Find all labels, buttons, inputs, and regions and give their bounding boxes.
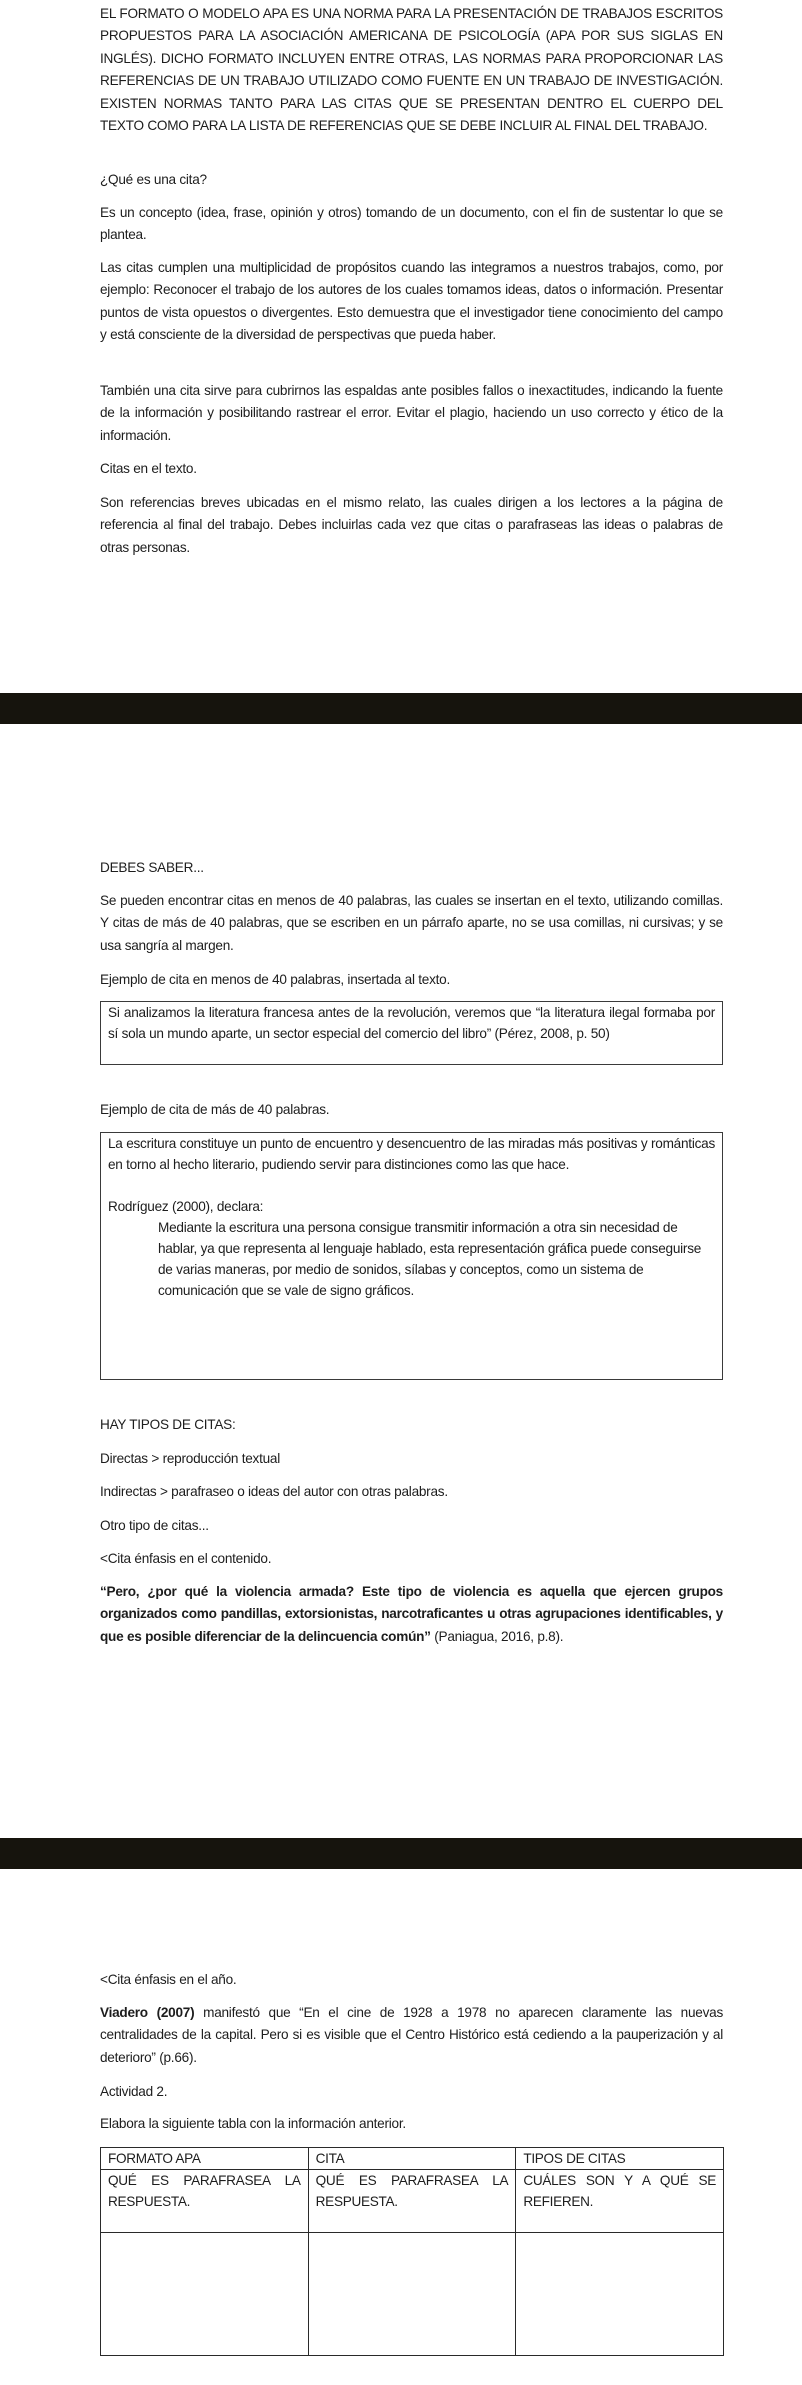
example-box-short-quote [100, 1001, 723, 1065]
paragraph-se-pueden: Se pueden encontrar citas en menos de 40 palabras, las cuales se insertan en el texto, utilizando comillas. Y citas de más de 40 palabras, que se escriben en un párrafo aparte, no se usa comillas, ni cursivas; y se usa sangría al margen. [100, 893, 723, 953]
table-header-cell: CITA [308, 2148, 516, 2170]
heading-actividad: Actividad 2. [100, 2084, 168, 2099]
page-separator [0, 1838, 802, 1869]
label-ejemplo-mas-40: Ejemplo de cita de más de 40 palabras. [100, 1102, 330, 1117]
table-cell: QUÉ ES PARAFRASEA LA RESPUESTA. [101, 2170, 309, 2233]
table-cell: QUÉ ES PARAFRASEA LA RESPUESTA. [308, 2170, 516, 2233]
heading-que-es-cita: ¿Qué es una cita? [100, 172, 207, 187]
label-enfasis-anio: <Cita énfasis en el año. [100, 1972, 237, 1987]
page-separator [0, 693, 802, 724]
table-row-empty [101, 2233, 724, 2356]
paragraph-son-referencias: Son referencias breves ubicadas en el mismo relato, las cuales dirigen a los lectores a la página de referencia al final del trabajo. Debes incluirlas cada vez que citas o parafraseas las ideas o palabras de otras personas. [100, 495, 723, 555]
table-answer-cell[interactable] [101, 2233, 309, 2356]
paragraph-violencia [100, 1581, 723, 1648]
table-header-cell: TIPOS DE CITAS [516, 2148, 724, 2170]
long-quote-intro: La escritura constituye un punto de encuentro y desencuentro de las miradas más positivas y románticas en torno al hecho literario, pudiendo servir para distinciones como las que hace. [108, 1136, 715, 1172]
long-quote-author: Rodríguez (2000), declara: [108, 1199, 264, 1214]
quote-reference: (Paniagua, 2016, p.8). [430, 1628, 564, 1644]
table-header-row [101, 2148, 724, 2170]
heading-otro-tipo: Otro tipo de citas... [100, 1518, 209, 1533]
bold-quote: “Pero, ¿por qué la violencia armada? Este tipo de violencia es aquella que ejercen grupos organizados como pandillas, extorsionistas, narcotraficantes u otras agrupaciones identificables, y que es posible diferenciar de la delincuencia común” [100, 1584, 723, 1644]
table-cell: CUÁLES SON Y A QUÉ SE REFIEREN. [516, 2170, 724, 2233]
table-header-cell: FORMATO APA [101, 2148, 309, 2170]
heading-citas-texto: Citas en el texto. [100, 461, 197, 476]
table-answer-cell[interactable] [308, 2233, 516, 2356]
label-enfasis-contenido: <Cita énfasis en el contenido. [100, 1551, 272, 1566]
example-box-long-quote [100, 1132, 723, 1380]
paragraph-viadero [100, 2002, 723, 2069]
item-indirectas: Indirectas > parafraseo o ideas del autor con otras palabras. [100, 1484, 448, 1499]
heading-tipos-citas: HAY TIPOS DE CITAS: [100, 1417, 236, 1432]
short-quote-text: Si analizamos la literatura francesa antes de la revolución, veremos que “la literatura ilegal formaba por sí sola un mundo aparte, un sector especial del comercio del libro” (Pérez, 2008, p. 50) [108, 1005, 715, 1041]
paragraph-propositos: Las citas cumplen una multiplicidad de propósitos cuando las integramos a nuestros trabajos, como, por ejemplo: Reconocer el trabajo de los autores de los cuales tomamos ideas, datos o información. Presentar puntos de vista opuestos o divergentes. Esto demuestra que el investigador tiene conocimiento del campo y está consciente de la diversidad de perspectivas que pueda haber. [100, 260, 723, 343]
instruction-elabora: Elabora la siguiente tabla con la información anterior. [100, 2116, 406, 2131]
intro-paragraph: EL FORMATO O MODELO APA ES UNA NORMA PARA LA PRESENTACIÓN DE TRABAJOS ESCRITOS PROPUESTOS PARA LA ASOCIACIÓN AMERICANA DE PSICOLOGÍA (APA POR SUS SIGLAS EN INGLÉS). DICHO FORMATO INCLUYEN ENTRE OTRAS, LAS NORMAS PARA PROPORCIONAR LAS REFERENCIAS DE UN TRABAJO UTILIZADO COMO FUENTE EN UN TRABAJO DE INVESTIGACIÓN. EXISTEN NORMAS TANTO PARA LAS CITAS QUE SE PRESENTAN DENTRO EL CUERPO DEL TEXTO COMO PARA LA LISTA DE REFERENCIAS QUE SE DEBE INCLUIR AL FINAL DEL TRABAJO. [100, 6, 723, 134]
table-answer-cell[interactable] [516, 2233, 724, 2356]
table-row [101, 2170, 724, 2233]
label-ejemplo-menos-40: Ejemplo de cita en menos de 40 palabras, insertada al texto. [100, 972, 450, 987]
item-directas: Directas > reproducción textual [100, 1451, 281, 1466]
paragraph-concepto: Es un concepto (idea, frase, opinión y otros) tomando de un documento, con el fin de sustentar lo que se plantea. [100, 205, 723, 243]
viadero-text: manifestó que “En el cine de 1928 a 1978 no aparecen claramente las nuevas centralidades de la capital. Pero si es visible que el Centro Histórico está cediendo a la pauperización y al deterioro” (p.66). [100, 2005, 723, 2065]
paragraph-tambien: También una cita sirve para cubrirnos las espaldas ante posibles fallos o inexactitudes, indicando la fuente de la información y posibilitando rastrear el error. Evitar el plagio, haciendo un uso correcto y ético de la información. [100, 383, 723, 443]
heading-debes-saber: DEBES SABER... [100, 860, 204, 875]
activity-table [100, 2147, 724, 2356]
author-bold: Viadero (2007) [100, 2005, 195, 2020]
long-quote-block: Mediante la escritura una persona consigue transmitir información a otra sin necesidad de hablar, ya que representa al lenguaje hablado, esta representación gráfica puede conseguirse de varias maneras, por medio de sonidos, sílabas y conceptos, como un sistema de comunicación que se vale de signo gráficos. [158, 1220, 702, 1298]
